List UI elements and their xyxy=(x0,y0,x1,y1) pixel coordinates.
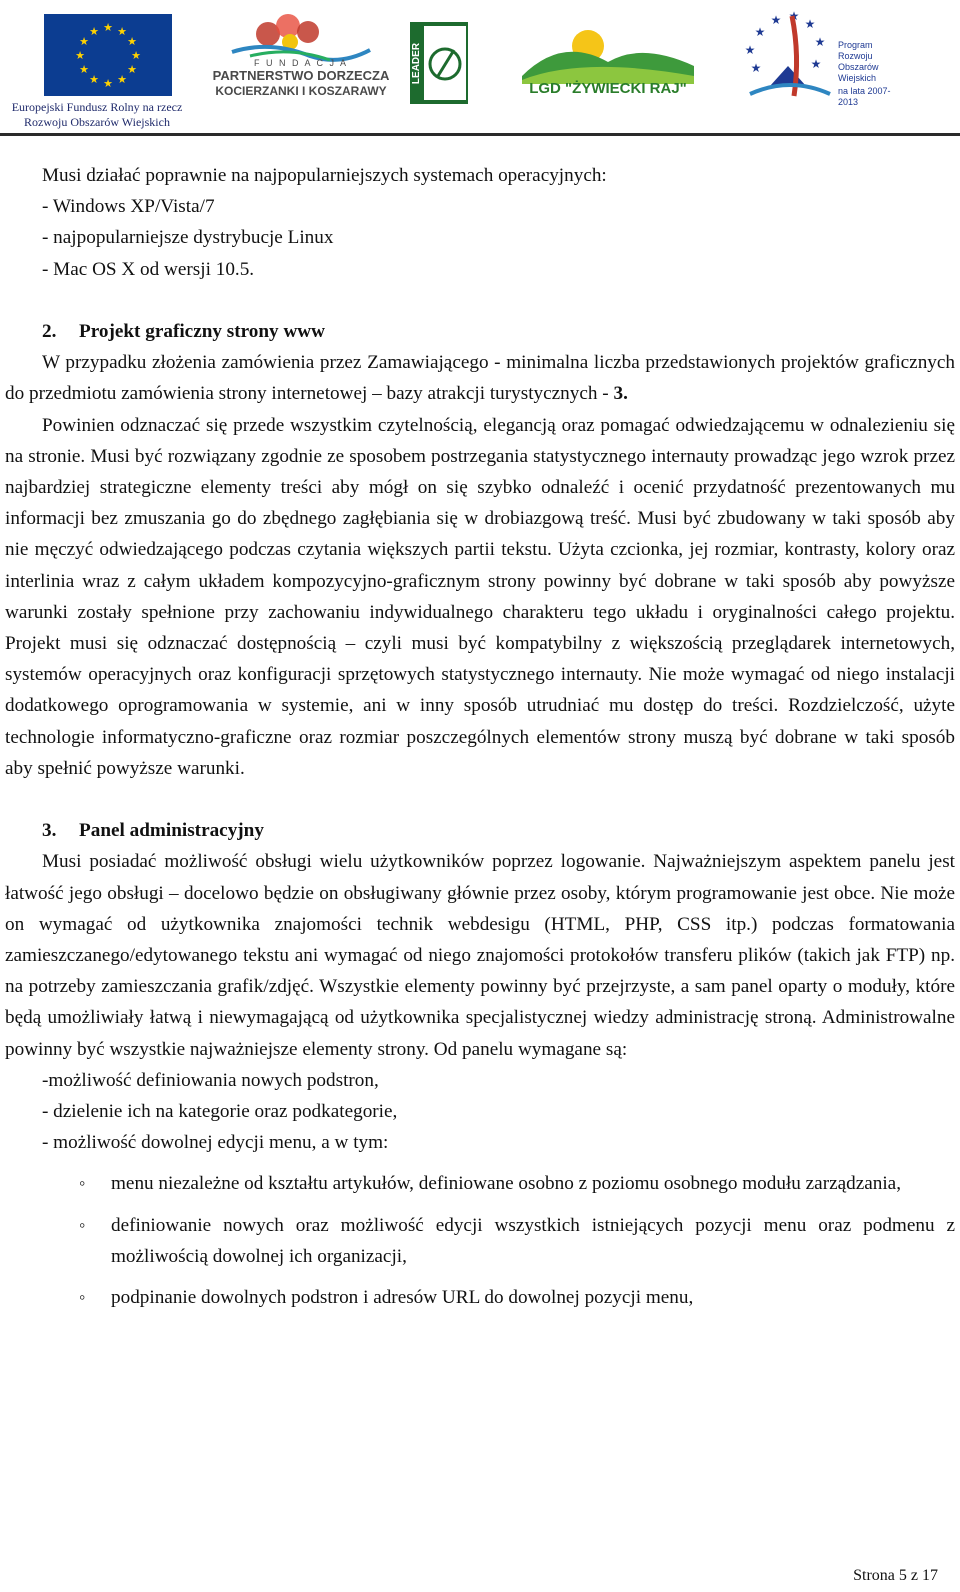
eu-caption-line2: Rozwoju Obszarów Wiejskich xyxy=(24,115,170,129)
svg-text:★: ★ xyxy=(750,61,762,75)
bullet-icon: ◦ xyxy=(79,1287,86,1308)
prow-line4: Wiejskich xyxy=(838,73,877,83)
prow-logo xyxy=(730,6,910,106)
svg-text:★: ★ xyxy=(804,17,816,31)
svg-text:★: ★ xyxy=(770,13,782,27)
svg-text:★: ★ xyxy=(810,57,822,71)
leader-text: LEADER xyxy=(411,42,423,84)
leader-logo xyxy=(410,22,468,104)
eu-caption xyxy=(2,100,192,130)
logo-header xyxy=(0,0,960,140)
section3-paragraph: Musi posiadać możliwość obsługi wielu użytkowników poprzez logowanie. Najważniejszym aspektem panelu jest łatwość jego obsługi – docelowo będzie on obsługiwany głównie przez osoby, którym programowanie jest obce. Nie może on wymagać od użytkownika znajomości technik webdesigu (HTML, PHP, CSS itp.) podczas formatowania zamieszczanego/edytowanego tekstu ani wymagać od niego znajomości protokołów transferu plików (takich jak FTP) np. na potrzeby zamieszczania grafik/zdjęć. Wszystkie elementy powinny być przejrzyste, a sam panel oparty o moduły, które będą umożliwiały łatwą i niewymagającą od użytkownika specjalistycznej wiedzy administrację stroną. Administrowalne powinny być wszystkie najważniejsze elementy strony. Od panelu wymagane są: xyxy=(5,851,955,1060)
os-item-linux: - najpopularniejsze dystrybucje Linux xyxy=(42,227,334,249)
fundacja-line1: PARTNERSTWO DORZECZA xyxy=(212,68,390,83)
section2-heading xyxy=(5,316,955,347)
bullet-icon: ◦ xyxy=(79,1214,86,1235)
flower-emblem-icon xyxy=(232,14,370,60)
section2-paragraph1 xyxy=(5,347,955,409)
svg-text:★: ★ xyxy=(127,63,137,76)
list-item-text: menu niezależne od kształtu artykułów, definiowane osobno z poziomu osobnego modułu zarządzania, xyxy=(111,1173,901,1195)
svg-text:★: ★ xyxy=(79,35,89,48)
list-item xyxy=(5,1282,955,1313)
os-intro: Musi działać poprawnie na najpopularniejszych systemach operacyjnych: xyxy=(42,165,607,186)
spacer xyxy=(5,784,955,815)
svg-text:★: ★ xyxy=(117,73,127,86)
panel-item-menu: - możliwość dowolnej edycji menu, a w tym: xyxy=(42,1132,389,1154)
svg-text:★: ★ xyxy=(788,9,800,23)
svg-text:★: ★ xyxy=(103,77,113,90)
svg-text:★: ★ xyxy=(117,25,127,38)
panel-item-categories: - dzielenie ich na kategorie oraz podkategorie, xyxy=(42,1101,398,1123)
os-item-mac: - Mac OS X od wersji 10.5. xyxy=(42,258,255,280)
prow-line5: na lata 2007-2013 xyxy=(838,86,891,107)
os-item-windows: - Windows XP/Vista/7 xyxy=(42,196,215,218)
fundacja-line2: KOCIERZANKI I KOSZARAWY xyxy=(215,84,387,98)
lgd-zywiecki-raj-logo xyxy=(522,16,694,104)
list-item xyxy=(5,1210,955,1272)
svg-text:★: ★ xyxy=(79,63,89,76)
header-rule xyxy=(0,133,960,136)
svg-text:★: ★ xyxy=(89,25,99,38)
prow-line3: Obszarów xyxy=(838,62,879,72)
section2-title: Projekt graficzny strony www xyxy=(79,321,326,342)
svg-text:★: ★ xyxy=(75,49,85,62)
fundacja-word: F U N D A C J A xyxy=(253,58,348,68)
spacer xyxy=(5,285,955,316)
list-item-text: definiowanie nowych oraz możliwość edycji wszystkich istniejących pozycji menu oraz podmenu z możliwością dowolnej ich organizacji, xyxy=(111,1214,955,1267)
menu-features-list xyxy=(5,1168,955,1313)
list-item xyxy=(5,1168,955,1199)
panel-item-pages: -możliwość definiowania nowych podstron, xyxy=(42,1069,379,1091)
svg-text:★: ★ xyxy=(744,43,756,57)
svg-text:★: ★ xyxy=(89,73,99,86)
svg-text:★: ★ xyxy=(127,35,137,48)
document-body xyxy=(5,160,955,1323)
prow-line1: Program xyxy=(838,40,873,50)
section2-paragraph1-text: W przypadku złożenia zamówienia przez Zamawiającego - minimalna liczba przedstawionych projektów graficznych do przedmiotu zamówienia strony internetowej – bazy atrakcji turystycznych - xyxy=(5,352,955,405)
svg-text:★: ★ xyxy=(131,49,141,62)
prow-line2: Rozwoju xyxy=(838,51,873,61)
eu-flag-logo xyxy=(44,14,172,96)
fundacja-logo xyxy=(210,12,392,104)
section3-heading xyxy=(5,815,955,846)
lgd-text: LGD "ŻYWIECKI RAJ" xyxy=(529,80,687,97)
svg-text:★: ★ xyxy=(814,35,826,49)
section3-title: Panel administracyjny xyxy=(79,820,264,842)
svg-text:★: ★ xyxy=(754,25,766,39)
bullet-icon: ◦ xyxy=(79,1173,86,1194)
section2-paragraph2: Powinien odznaczać się przede wszystkim czytelnością, elegancją oraz pomagać odwiedzającemu w odnalezieniu się na stronie. Musi być rozwiązany zgodnie ze sposobem postrzegania statystycznego internauty prowadząc jego wzrok przez najbardziej strategiczne elementy treści aby mógł on się szybko odnaleźć i ocenić przydatność prezentowanych mu informacji bez zmuszania go do zbędnego zagłębiania się w drobiazgową treść. Musi być zbudowany w taki sposób aby nie męczyć odwiedzającego podczas czytania większych partii tekstu. Użyta czcionka, jej rozmiar, kontrasty, kolory oraz interlinia wraz z całym układem kompozycyjno-graficznym strony powinny być dobrane w taki sposób aby powyższe warunki zostały spełnione przy zachowaniu indywidualnego charakteru tego układu i oryginalności całego projektu. Projekt musi się odznaczać dostępnością – czyli musi być kompatybilny z większością przeglądarek internetowych, systemów operacyjnych oraz konfiguracji sprzętowych statystycznego internauty. Nie może wymagać od niego instalacji dodatkowego oprogramowania w systemie, ani w inny sposób utrudniać mu dostęp do treści. Rozdzielczość, użyte technologie informatyczno-graficzne oraz rozmiar poszczególnych elementów strony muszą być dobrane w taki sposób aby spełnić powyższe warunki. xyxy=(5,414,955,779)
svg-text:★: ★ xyxy=(103,21,113,34)
eu-caption-line1: Europejski Fundusz Rolny na rzecz xyxy=(11,100,183,114)
section3-number: 3. xyxy=(42,820,57,842)
list-item-text: podpinanie dowolnych podstron i adresów URL do dowolnej pozycji menu, xyxy=(111,1287,694,1309)
section2-paragraph1-count: 3. xyxy=(613,383,628,405)
page-number: Strona 5 z 17 xyxy=(853,1567,938,1584)
section2-number: 2. xyxy=(42,321,57,342)
